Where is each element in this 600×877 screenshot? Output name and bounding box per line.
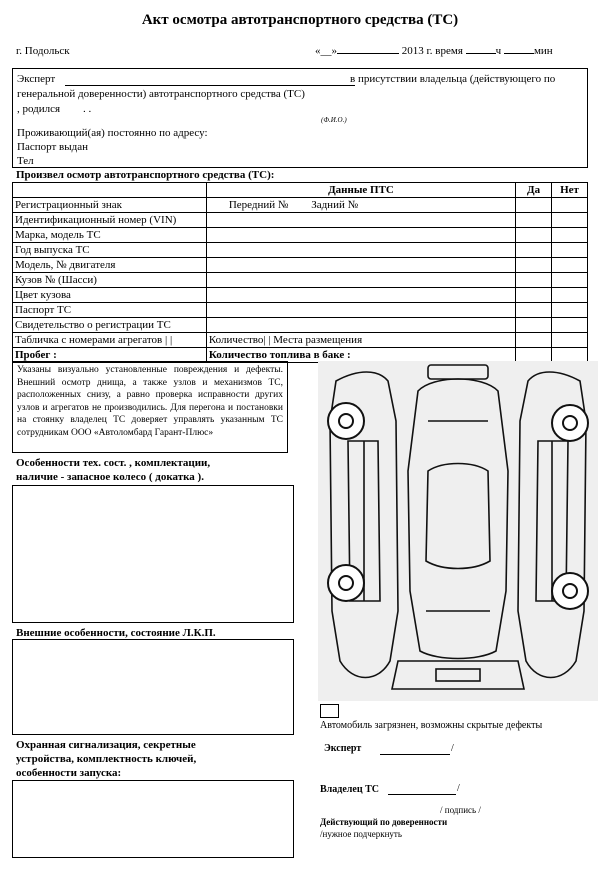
row-label: Идентификационный номер (VIN) <box>13 213 207 228</box>
no-cell[interactable] <box>552 243 588 258</box>
alarm-heading-line1: Охранная сигнализация, секретные <box>16 739 196 751</box>
no-cell[interactable] <box>552 303 588 318</box>
date-field[interactable] <box>315 45 553 57</box>
hours-suffix: ч <box>495 45 502 57</box>
alarm-heading-line2: устройства, комплектность ключей, <box>16 753 197 765</box>
hub-front-right <box>563 416 577 430</box>
no-cell[interactable] <box>552 318 588 333</box>
table-row <box>13 333 588 348</box>
rear-plate-label: Задний № <box>311 198 359 211</box>
row-label: Марка, модель ТС <box>13 228 207 243</box>
yes-cell[interactable] <box>516 318 552 333</box>
row-label: Модель, № двигателя <box>13 258 207 273</box>
front-plate-label: Передний № <box>228 198 289 211</box>
paint-notes-box[interactable] <box>12 639 294 735</box>
col-no-header: Нет <box>552 183 588 198</box>
no-cell[interactable] <box>552 273 588 288</box>
yes-cell[interactable] <box>516 228 552 243</box>
table-row <box>13 288 588 303</box>
page-title: Акт осмотра автотранспортного средства (ТС) <box>141 12 459 28</box>
sign-owner-line[interactable] <box>388 794 456 795</box>
inspection-table <box>12 182 588 363</box>
reg-sign-value[interactable] <box>206 198 515 213</box>
row-label: Свидетельство о регистрации ТС <box>13 318 207 333</box>
expert-box <box>12 68 588 168</box>
row-value[interactable] <box>206 288 515 303</box>
signature-caption: / подпись / <box>440 805 481 815</box>
table-row <box>13 318 588 333</box>
row-value[interactable] <box>206 258 515 273</box>
yes-cell[interactable] <box>516 273 552 288</box>
sign-expert-slash: / <box>451 743 454 754</box>
row-label: Паспорт ТС <box>13 303 207 318</box>
proxy-line: генеральной доверенности) автотранспортного средства (ТС) <box>17 88 305 100</box>
alarm-heading-line3: особенности запуска: <box>16 767 122 779</box>
hub-front-left <box>339 414 353 428</box>
expert-name-line[interactable] <box>65 85 355 86</box>
plates-label: Табличка с номерами агрегатов | | <box>13 333 207 348</box>
mileage-label: Пробег : <box>13 348 207 363</box>
sign-owner-slash: / <box>457 783 460 794</box>
row-label: Год выпуска ТС <box>13 243 207 258</box>
col-yes-header: Да <box>516 183 552 198</box>
passport-label: Паспорт выдан <box>17 141 88 153</box>
row-value[interactable] <box>206 243 515 258</box>
yes-cell[interactable] <box>516 288 552 303</box>
yes-cell[interactable] <box>516 303 552 318</box>
date-month-line <box>337 53 399 54</box>
table-row <box>13 183 588 198</box>
row-value[interactable] <box>206 228 515 243</box>
expert-label: Эксперт <box>17 73 56 85</box>
no-cell[interactable] <box>552 198 588 213</box>
sign-expert-line[interactable] <box>380 754 450 755</box>
no-cell[interactable] <box>552 213 588 228</box>
presence-text: в присутствии владельца (действующего по <box>350 73 556 85</box>
table-row <box>13 303 588 318</box>
phone-label: Тел <box>17 155 34 167</box>
address-label: Проживающий(ая) постоянно по адресу: <box>17 127 208 139</box>
table-row <box>13 213 588 228</box>
yes-cell[interactable] <box>516 333 552 348</box>
tech-notes-box[interactable] <box>12 485 294 623</box>
proxy-label: Действующий по доверенности <box>320 817 448 827</box>
table-row <box>13 243 588 258</box>
hours-line <box>466 53 496 54</box>
table-cell <box>13 183 207 198</box>
notice-text: Указаны визуально установленные повреждения и дефекты. Внешний осмотр днища, а также узлов и механизмов ТС, расположенных снизу, а равно проверка исправности других узлов и агрегатов не производились. Для перегона и постановки на стоянку владелец ТС доверяет управлять указанным ТС сотрудникам ООО «Автоломбард Гарант-Плюс» <box>12 361 288 453</box>
inspection-heading: Произвел осмотр автотранспортного средства (ТС): <box>16 169 275 181</box>
no-cell[interactable] <box>552 288 588 303</box>
row-value[interactable] <box>206 318 515 333</box>
time-label: время <box>435 45 463 57</box>
paint-heading: Внешние особенности, состояние Л.К.П. <box>16 627 216 639</box>
alarm-notes-box[interactable] <box>12 780 294 858</box>
reg-sign-label: Регистрационный знак <box>13 198 207 213</box>
table-row <box>13 273 588 288</box>
yes-cell[interactable] <box>516 213 552 228</box>
tech-heading-line2: наличие - запасное колесо ( докатка ). <box>16 471 204 483</box>
tech-heading-line1: Особенности тех. сост. , комплектации, <box>16 457 211 469</box>
fio-caption: (Ф.И.О.) <box>321 116 347 124</box>
no-cell[interactable] <box>552 333 588 348</box>
date-day: «__» <box>315 45 337 57</box>
rear-plate <box>436 669 480 681</box>
dirty-checkbox[interactable] <box>320 704 339 718</box>
no-cell[interactable] <box>552 258 588 273</box>
city-label: г. Подольск <box>16 45 70 57</box>
row-value[interactable] <box>206 213 515 228</box>
qty-label: Количество| | Места размещения <box>206 333 515 348</box>
row-label: Кузов № (Шасси) <box>13 273 207 288</box>
minutes-suffix: мин <box>533 45 553 57</box>
row-label: Цвет кузова <box>13 288 207 303</box>
born-label: , родился <box>17 103 61 115</box>
underline-caption: /нужное подчеркнуть <box>320 829 402 839</box>
table-row <box>13 258 588 273</box>
table-row <box>13 228 588 243</box>
fuel-label: Количество топлива в баке : <box>206 348 515 363</box>
yes-cell[interactable] <box>516 198 552 213</box>
date-year: 2013 г. <box>401 45 433 57</box>
sign-owner-label: Владелец ТС <box>320 784 379 795</box>
rear-view <box>392 661 524 689</box>
roof-outline <box>426 464 490 569</box>
hub-rear-left <box>339 576 353 590</box>
yes-cell[interactable] <box>516 243 552 258</box>
hub-rear-right <box>563 584 577 598</box>
dirty-label: Автомобиль загрязнен, возможны скрытые дефекты <box>320 720 543 731</box>
no-cell[interactable] <box>552 228 588 243</box>
row-value[interactable] <box>206 303 515 318</box>
yes-cell[interactable] <box>516 258 552 273</box>
born-dots: . . <box>83 103 92 115</box>
table-row <box>13 198 588 213</box>
car-outline-drawing <box>318 361 598 701</box>
minutes-line <box>504 53 534 54</box>
front-bumper <box>428 365 488 379</box>
col-pts-header: Данные ПТС <box>206 183 515 198</box>
car-diagram <box>318 361 598 701</box>
sign-expert-label: Эксперт <box>324 743 362 754</box>
row-value[interactable] <box>206 273 515 288</box>
